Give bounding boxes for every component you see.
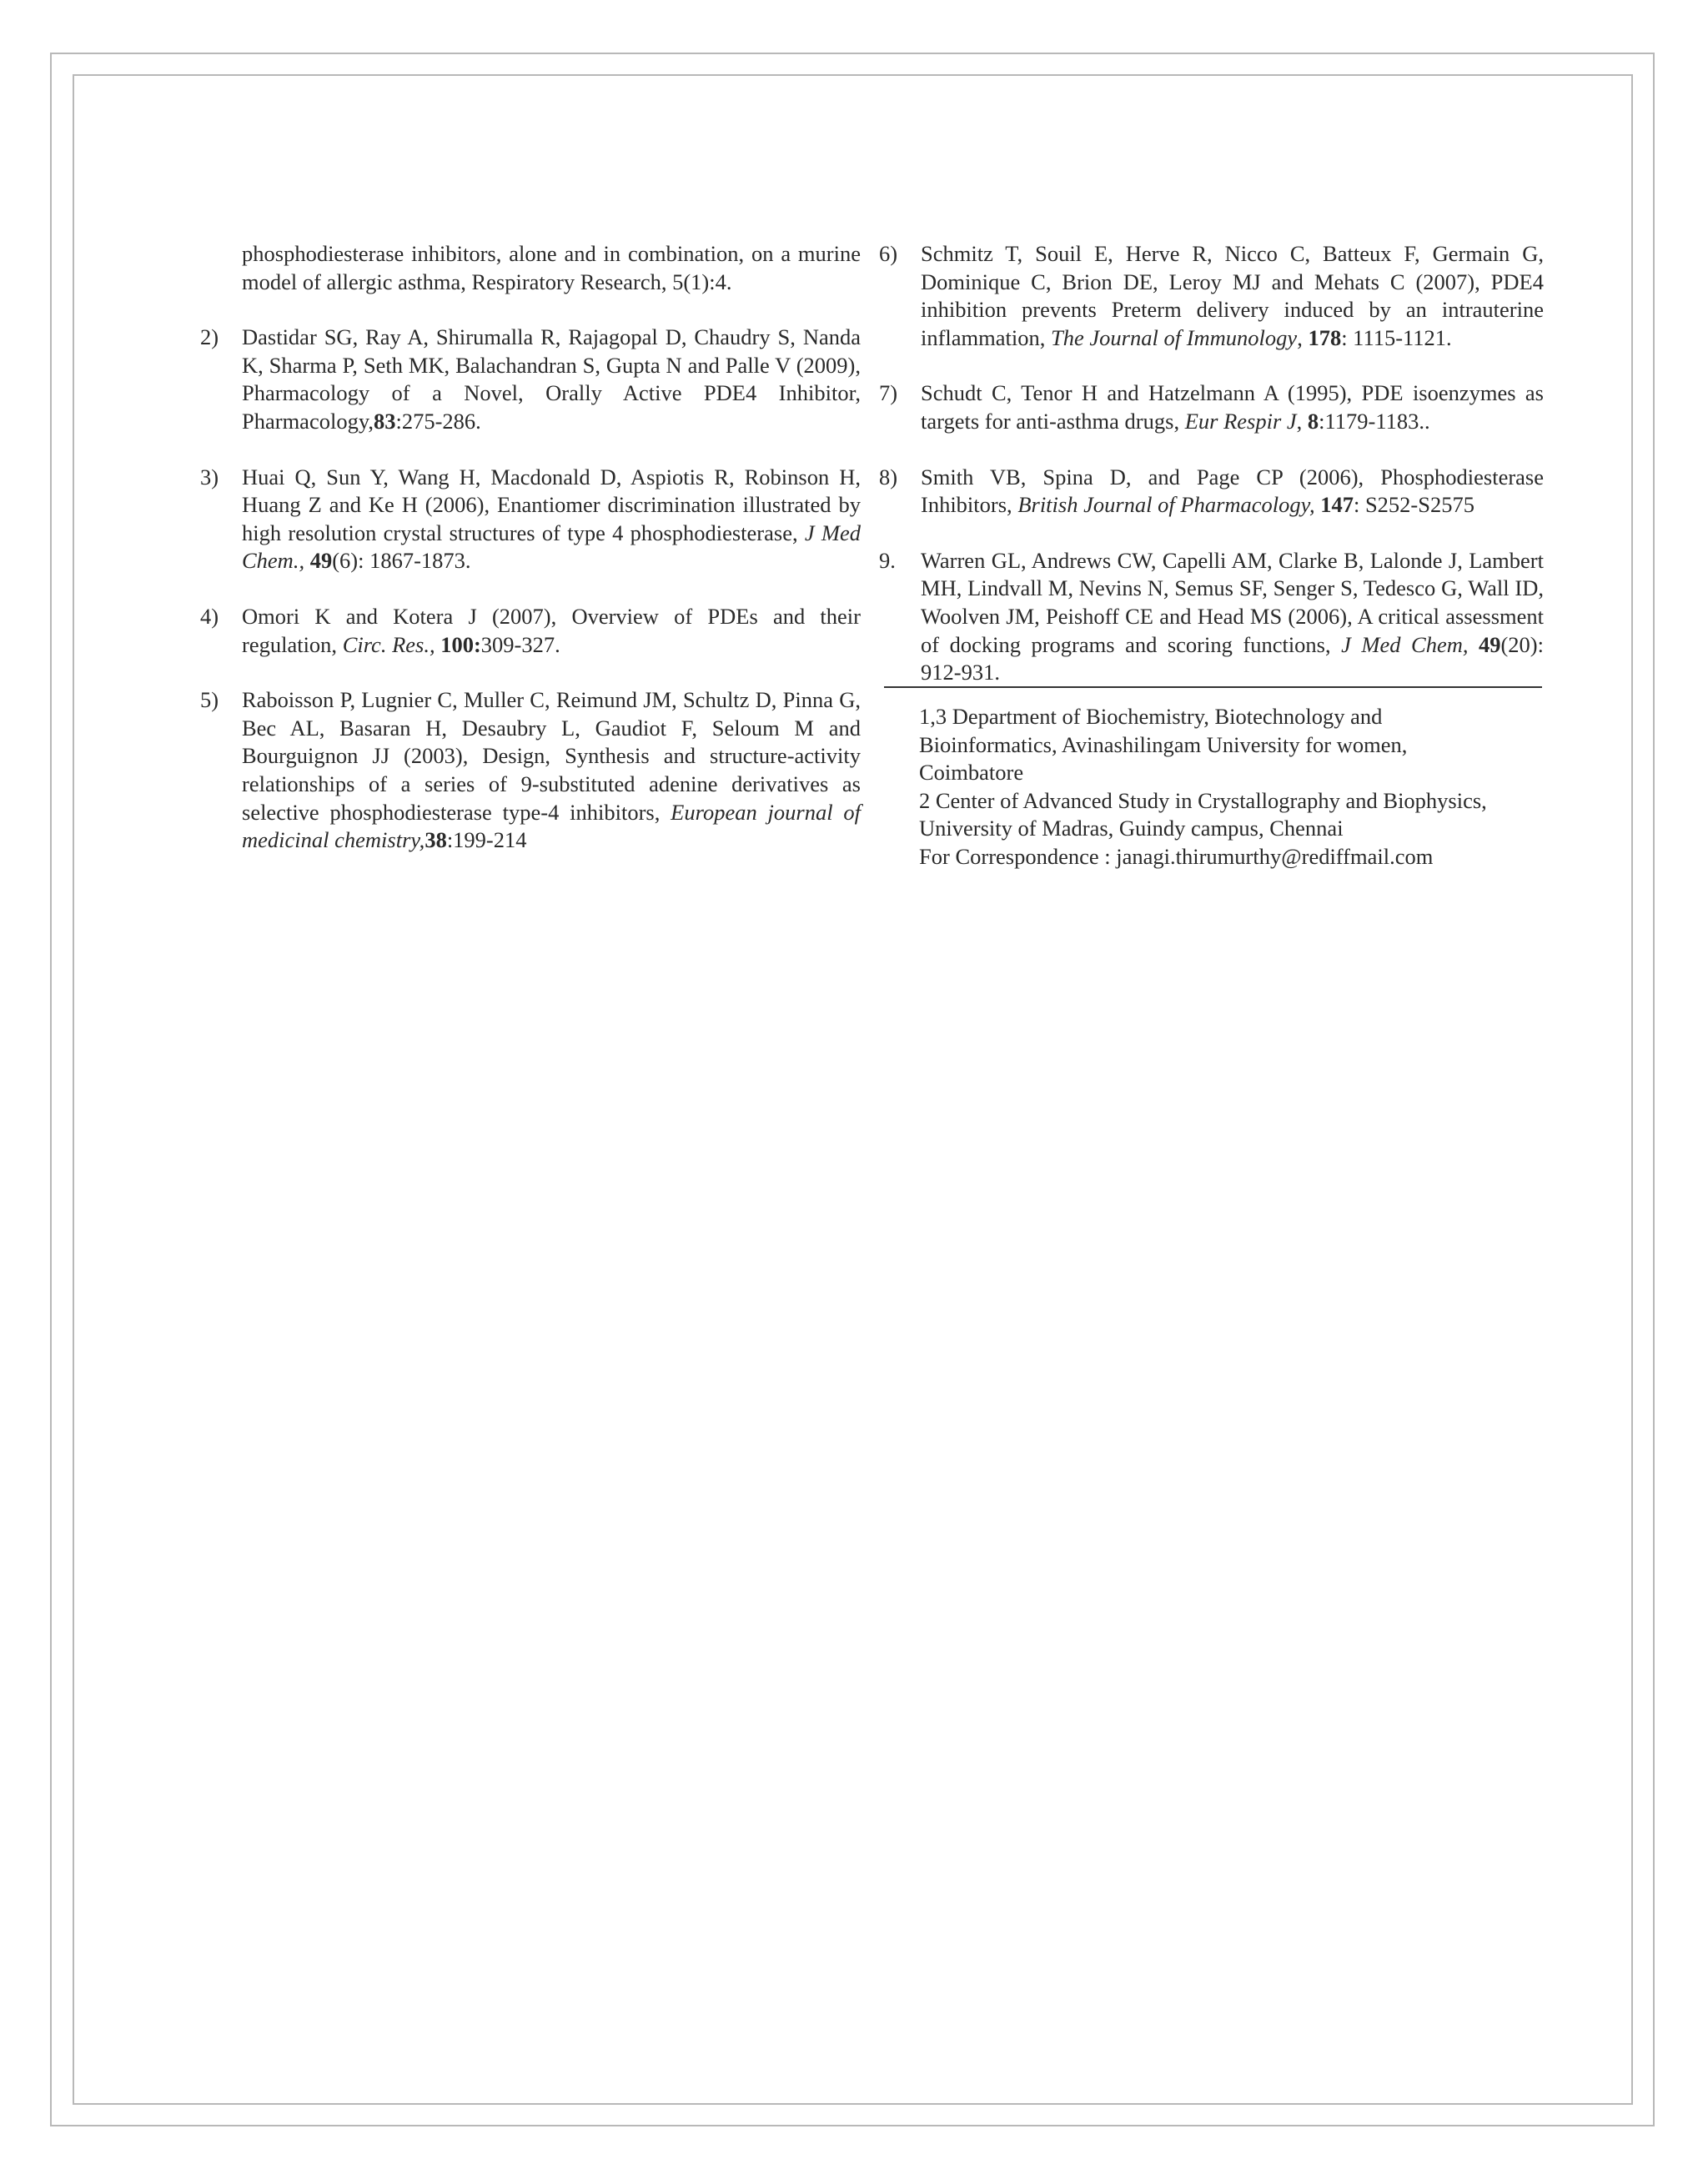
reference-segment: [304, 548, 310, 573]
reference-text: [921, 240, 1544, 352]
right-reference-list: [879, 240, 1544, 687]
reference-segment: [1468, 632, 1479, 657]
reference-segment: 309-327.: [480, 631, 560, 657]
reference-continuation: phosphodiesterase inhibitors, alone and in combination, on a murine model of allergic asthma, Respiratory Research, 5(1):4.: [242, 241, 861, 294]
reference-segment: Huai Q, Sun Y, Wang H, Macdonald D, Aspiotis R, Robinson H, Huang Z and Ke H (2006), Enantiomer discrimination illustrated by high resolution crystal structures of type 4 phosphodiesterase,: [242, 464, 861, 545]
volume-number: 49: [309, 548, 333, 574]
affiliation-line: 1,3 Department of Biochemistry, Biotechnology and: [919, 704, 1383, 729]
reference-segment: Dastidar SG, Ray A, Shirumalla R, Rajagopal D, Chaudry S, Nanda K, Sharma P, Seth MK, Balachandran S, Gupta N and Palle V (2009), Pharmacology of a Novel, Orally Active PDE4 Inhibitor, Pharmacology,: [242, 324, 861, 434]
footnote-divider: [884, 686, 1542, 688]
reference-number: 8): [879, 464, 898, 490]
correspondence-line: For Correspondence : janagi.thirumurthy@rediffmail.com: [919, 843, 1434, 869]
reference-item: [200, 464, 861, 575]
reference-text: [242, 324, 861, 435]
reference-segment: : S252-S2575: [1353, 492, 1474, 518]
reference-segment: : 1115-1121.: [1341, 324, 1452, 350]
volume-number: 83: [373, 408, 396, 434]
left-reference-list: [200, 324, 861, 855]
reference-segment: (6): 1867-1873.: [332, 548, 471, 574]
affiliation-line: University of Madras, Guindy campus, Chennai: [919, 816, 1344, 841]
reference-text: [242, 686, 861, 855]
volume-number: 147: [1320, 492, 1354, 518]
reference-text: [921, 464, 1544, 520]
journal-title: Eur Respir J: [1184, 408, 1297, 434]
references-left-column: [200, 240, 861, 882]
reference-segment: Raboisson P, Lugnier C, Muller C, Reimund JM, Schultz D, Pinna G, Bec AL, Basaran H, Desaubry L, Gaudiot F, Seloum M and Bourguignon JJ (2003), Design, Synthesis and structure-activity relationships of a series of 9-substituted adenine derivatives as selective phosphodiesterase type-4 inhibitors,: [242, 687, 861, 825]
reference-segment: Smith VB, Spina D, and Page CP (2006), Phosphodiesterase Inhibitors,: [921, 464, 1544, 518]
reference-item: [879, 464, 1544, 520]
volume-number: 178: [1308, 324, 1342, 350]
reference-text: [921, 547, 1544, 687]
reference-text: [242, 464, 861, 575]
affiliation-line: Coimbatore: [919, 760, 1024, 786]
reference-text: [242, 603, 861, 659]
affiliations-block: [919, 703, 1553, 871]
affiliation-line: Bioinformatics, Avinashilingam University for women,: [919, 731, 1408, 757]
reference-number: 2): [200, 324, 219, 350]
journal-title: British Journal of Pharmacology,: [1017, 492, 1315, 518]
reference-segment: :199-214: [446, 827, 527, 853]
reference-segment: Omori K and Kotera J (2007), Overview of PDEs and their regulation,: [242, 603, 861, 657]
journal-title: European journal of medicinal chemistry,: [242, 799, 861, 853]
journal-title: J Med Chem,: [1341, 631, 1469, 657]
reference-segment: ,: [1297, 324, 1309, 350]
journal-title: J Med Chem.,: [242, 520, 861, 574]
reference-item: [879, 240, 1544, 352]
journal-title: The Journal of Immunology: [1051, 324, 1298, 350]
reference-item: [200, 686, 861, 855]
reference-item: [200, 603, 861, 659]
reference-number: 5): [200, 687, 219, 713]
volume-number: 49: [1478, 631, 1501, 657]
journal-title: Circ. Res.,: [342, 631, 435, 657]
volume-number: 38: [424, 827, 447, 853]
reference-segment: Schmitz T, Souil E, Herve R, Nicco C, Batteux F, Germain G, Dominique C, Brion DE, Leroy MJ and Mehats C (2007), PDE4 inhibition prevents Preterm delivery induced by an intrauterine inflammation,: [921, 241, 1544, 350]
reference-number: 6): [879, 241, 898, 266]
reference-segment: ,: [1296, 408, 1308, 434]
references-right-column: [879, 240, 1544, 715]
reference-segment: :275-286.: [395, 408, 481, 434]
reference-segment: (20): 912-931.: [921, 631, 1544, 685]
reference-number: 7): [879, 380, 898, 406]
reference-item: [200, 324, 861, 435]
reference-number: 4): [200, 603, 219, 629]
volume-number: 8: [1307, 408, 1319, 434]
volume-number: 100:: [440, 631, 481, 657]
reference-number: 9.: [879, 547, 896, 573]
reference-item: [879, 379, 1544, 435]
reference-number: 3): [200, 464, 219, 490]
reference-segment: :1179-1183..: [1319, 408, 1430, 434]
reference-item: [879, 547, 1544, 687]
reference-segment: Warren GL, Andrews CW, Capelli AM, Clarke B, Lalonde J, Lambert MH, Lindvall M, Nevins N, Semus SF, Senger S, Tedesco G, Wall ID, Woolven JM, Peishoff CE and Head MS (2006), A critical assessment of docking programs and scoring functions,: [921, 547, 1544, 657]
affiliation-line: 2 Center of Advanced Study in Crystallography and Biophysics,: [919, 787, 1487, 813]
reference-segment: Schudt C, Tenor H and Hatzelmann A (1995), PDE isoenzymes as targets for anti-asthma drugs,: [921, 380, 1544, 434]
reference-text: [921, 379, 1544, 435]
